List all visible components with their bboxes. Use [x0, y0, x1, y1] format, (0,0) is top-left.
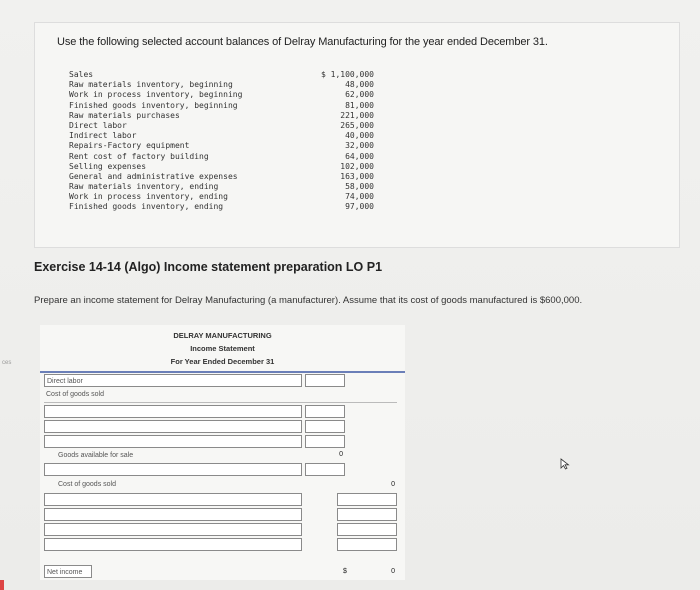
account-amount: 163,000	[340, 171, 374, 181]
statement-row	[40, 405, 405, 418]
cursor-icon	[560, 458, 570, 470]
account-select-1[interactable]	[44, 374, 302, 387]
account-name: Selling expenses	[69, 161, 147, 171]
statement-row	[40, 538, 405, 551]
amount-input-9[interactable]	[337, 538, 397, 551]
sidebar-accent	[0, 580, 4, 590]
account-row	[69, 101, 374, 111]
account-row	[69, 172, 374, 182]
account-name: Repairs-Factory equipment	[69, 141, 190, 151]
account-name: Work in process inventory, beginning	[69, 90, 243, 100]
account-amount: 64,000	[345, 151, 374, 161]
statement-header	[40, 325, 405, 369]
account-name: Raw materials inventory, beginning	[69, 80, 233, 90]
account-amount: 62,000	[345, 90, 374, 100]
account-row	[69, 202, 374, 212]
amount-input-7[interactable]	[337, 508, 397, 521]
account-row	[69, 70, 374, 80]
account-row	[69, 152, 374, 162]
amount-input-2[interactable]	[305, 405, 345, 418]
account-amount: 265,000	[340, 120, 374, 130]
row-label: Goods available for sale	[58, 452, 134, 459]
statement-row	[40, 478, 405, 491]
row-heading	[44, 478, 302, 491]
account-amount: 81,000	[345, 100, 374, 110]
account-amount: 74,000	[345, 192, 374, 202]
account-select-2[interactable]	[44, 405, 302, 418]
account-name: Work in process inventory, ending	[69, 192, 228, 202]
account-amount: 97,000	[345, 202, 374, 212]
account-name: Raw materials purchases	[69, 110, 180, 120]
cogs-value: 0	[391, 481, 395, 488]
account-name: Rent cost of factory building	[69, 151, 209, 161]
account-amount: 58,000	[345, 182, 374, 192]
account-row	[69, 192, 374, 202]
row-label: Direct labor	[47, 378, 83, 385]
amount-input-4[interactable]	[305, 435, 345, 448]
account-row	[69, 141, 374, 151]
account-amount: 221,000	[340, 110, 374, 120]
row-label: Cost of goods sold	[46, 391, 104, 398]
account-balances-panel	[34, 22, 680, 248]
row-divider	[44, 402, 397, 403]
header-divider	[40, 371, 405, 373]
account-row	[69, 90, 374, 100]
amount-input-3[interactable]	[305, 420, 345, 433]
account-amount: 40,000	[345, 131, 374, 141]
statement-row	[40, 508, 405, 521]
account-amount: 48,000	[345, 80, 374, 90]
account-select-5[interactable]	[44, 463, 302, 476]
income-statement-form	[40, 325, 405, 580]
account-select-9[interactable]	[44, 538, 302, 551]
account-select-3[interactable]	[44, 420, 302, 433]
amount-input-1[interactable]	[305, 374, 345, 387]
statement-row	[40, 463, 405, 476]
account-select-7[interactable]	[44, 508, 302, 521]
account-amount: 32,000	[345, 141, 374, 151]
account-select-4[interactable]	[44, 435, 302, 448]
statement-row	[40, 565, 405, 578]
account-amount: $ 1,100,000	[321, 70, 374, 79]
statement-row	[40, 435, 405, 448]
account-row	[69, 121, 374, 131]
account-row	[69, 80, 374, 90]
account-select-6[interactable]	[44, 493, 302, 506]
intro-text: Use the following selected account balances of Delray Manufacturing for the year ended December 31.	[57, 36, 548, 48]
account-row	[69, 131, 374, 141]
amount-input-6[interactable]	[337, 493, 397, 506]
net-income-label-cell	[44, 565, 92, 578]
account-name: Finished goods inventory, beginning	[69, 100, 238, 110]
account-name: Sales	[69, 70, 94, 79]
account-row	[69, 162, 374, 172]
net-income-value: 0	[391, 568, 395, 575]
row-heading	[44, 388, 302, 401]
goods-available-value: 0	[339, 451, 343, 458]
statement-row	[40, 449, 405, 462]
statement-period: For Year Ended December 31	[170, 357, 275, 366]
row-label: Net income	[47, 569, 83, 576]
statement-row	[40, 388, 405, 401]
account-name: Finished goods inventory, ending	[69, 202, 224, 212]
statement-company: DELRAY MANUFACTURING	[173, 331, 272, 340]
account-name: General and administrative expenses	[69, 171, 238, 181]
amount-input-5[interactable]	[305, 463, 345, 476]
account-row	[69, 182, 374, 192]
statement-row	[40, 374, 405, 387]
account-select-8[interactable]	[44, 523, 302, 536]
account-name: Raw materials inventory, ending	[69, 182, 219, 192]
account-name: Indirect labor	[69, 131, 137, 141]
sidebar-fragment: ces	[2, 360, 12, 366]
statement-row	[40, 493, 405, 506]
statement-row	[40, 420, 405, 433]
statement-row	[40, 523, 405, 536]
account-amount: 102,000	[340, 161, 374, 171]
account-name: Direct labor	[69, 120, 127, 130]
account-list	[69, 70, 374, 213]
row-heading	[44, 449, 302, 462]
exercise-title: Exercise 14-14 (Algo) Income statement preparation LO P1	[34, 260, 383, 274]
exercise-description: Prepare an income statement for Delray Manufacturing (a manufacturer). Assume that its cost of goods manufactured is $600,000.	[34, 295, 583, 306]
net-income-currency: $	[343, 568, 347, 575]
amount-input-8[interactable]	[337, 523, 397, 536]
statement-name: Income Statement	[190, 344, 255, 353]
row-label: Cost of goods sold	[58, 481, 116, 488]
account-row	[69, 111, 374, 121]
